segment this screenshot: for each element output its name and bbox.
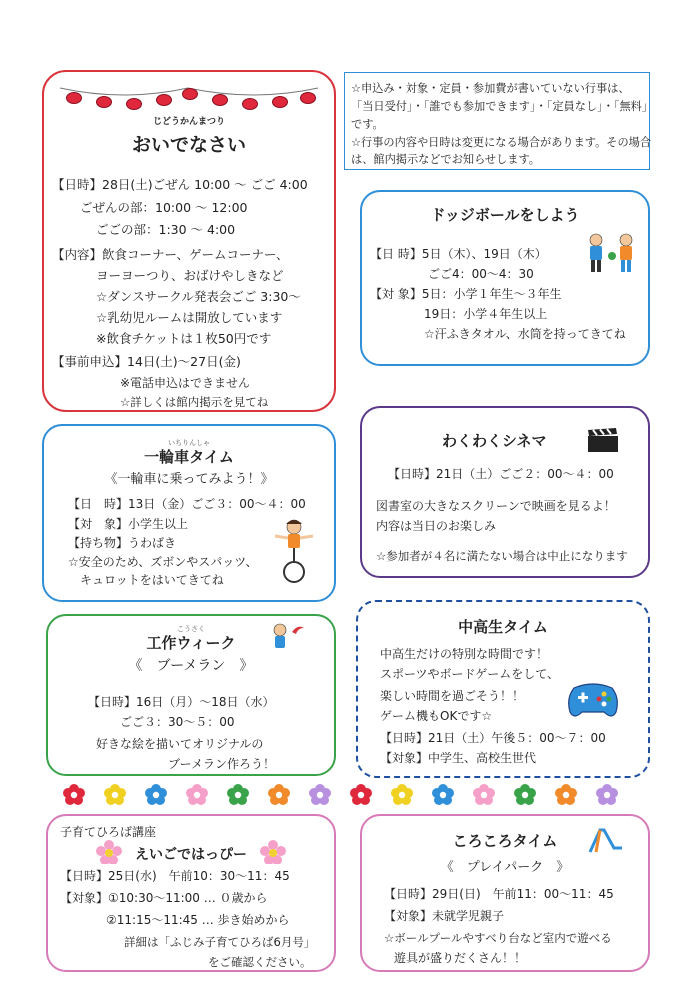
dodgeball-line: 【対 象】5日：小学１年生～３年生 <box>370 287 562 301</box>
eigo-line: 【対象】①10:30～11:00 … ０歳から <box>60 891 268 905</box>
craft-line: ブーメラン作ろう！ <box>168 757 276 771</box>
teen-line: 中高生だけの特別な時間です！ <box>380 647 549 661</box>
clapperboard-icon <box>586 426 620 454</box>
cinema-title: わくわくシネマ <box>442 432 547 450</box>
flower-icon <box>227 784 249 805</box>
teen-line: 【日時】21日（土）午後５：00～７：00 <box>380 731 606 745</box>
craft-title: 工作ウィーク <box>146 634 236 652</box>
festival-title: おいでなさい <box>131 134 246 156</box>
lantern-icon <box>300 92 316 104</box>
unicycle-title: 一輪車タイム <box>144 448 234 466</box>
eigo-header: 子育てひろば講座 <box>60 825 157 839</box>
korokoro-title: ころころタイム <box>452 832 558 850</box>
cinema-box <box>360 406 650 578</box>
lantern-icon <box>242 98 258 110</box>
flower-icon <box>63 784 85 805</box>
lantern-icon <box>156 94 172 106</box>
lantern-icon <box>182 88 198 100</box>
unicycle-title-ruby: いちりんしゃ <box>168 439 210 447</box>
flower-icon <box>432 784 454 805</box>
flower-icon <box>260 840 286 864</box>
unicycle-child-icon <box>272 518 316 584</box>
korokoro-line: 【対象】未就学児親子 <box>384 909 505 923</box>
craft-title-ruby: こうさく <box>177 625 205 633</box>
notice-box <box>344 72 654 170</box>
unicycle-subtitle: 《一輪車に乗ってみよう！》 <box>104 472 274 487</box>
festival-line: ☆ダンスサークル発表会ごご 3:30～ <box>96 289 301 304</box>
festival-box <box>42 70 336 412</box>
festival-line: 【事前申込】14日(土)～27日(金) <box>52 354 241 369</box>
festival-line: ※電話申込はできません <box>120 376 251 390</box>
unicycle-line: ☆安全のため、ズボンやスパッツ、 <box>68 555 258 569</box>
notice-line: 「当日受付」・「誰でも参加できます」・「定員なし」・「無料」 <box>351 100 654 113</box>
cinema-line: ☆参加者が４名に満たない場合は中止になります <box>376 549 628 563</box>
eigo-line: ②11:15～11:45 … 歩き始めから <box>106 913 290 927</box>
flower-icon <box>350 784 372 805</box>
flower-icon <box>268 784 290 805</box>
lantern-icon <box>212 94 228 106</box>
lantern-icon <box>96 96 112 108</box>
teen-line: 【対象】中学生、高校生世代 <box>380 751 537 765</box>
korokoro-line: 遊具が盛りだくさん！！ <box>394 951 527 965</box>
notice-line: ☆行事の内容や日時は変更になる場合があります。その場合 <box>351 136 652 149</box>
lantern-icon <box>272 96 288 108</box>
festival-line: ※飲食チケットは１枚50円です <box>96 331 272 346</box>
flower-row <box>60 782 650 810</box>
eigo-line: 【日時】25日(水) 午前10：30～11：45 <box>60 869 290 883</box>
festival-line: ごごの部：1:30 ～ 4:00 <box>96 222 236 237</box>
unicycle-box <box>42 424 336 602</box>
cinema-line: 【日時】21日（土）ごご２：00～４：00 <box>388 467 614 481</box>
festival-line: 【内容】飲食コーナー、ゲームコーナー、 <box>52 247 289 262</box>
eigo-line: 詳細は「ふじみ子育てひろば6月号」 <box>124 935 316 949</box>
slide-icon <box>586 826 626 856</box>
game-controller-icon <box>566 678 620 722</box>
craft-line: 好きな絵を描いてオリジナルの <box>96 737 264 751</box>
korokoro-subtitle: 《 プレイパーク 》 <box>440 860 570 875</box>
korokoro-line: ☆ボールプールやすべり台など室内で遊べる <box>384 931 612 945</box>
cinema-line: 内容は当日のお楽しみ <box>376 519 497 533</box>
cinema-line: 図書室の大きなスクリーンで映画を見るよ！ <box>376 499 616 513</box>
unicycle-line: 【対 象】小学生以上 <box>68 517 189 531</box>
festival-line: ごぜんの部：10:00 ～ 12:00 <box>80 200 248 215</box>
kids-dodgeball-icon <box>584 232 640 278</box>
notice-line: ☆申込み・対象・定員・参加費が書いていない行事は、 <box>351 82 630 95</box>
flower-icon <box>596 784 618 805</box>
craft-line: ごご３：30～５：00 <box>120 715 235 729</box>
korokoro-line: 【日時】29日(日) 午前11：00～11：45 <box>384 887 614 901</box>
dodgeball-line: ごご4：00～4：30 <box>428 267 534 281</box>
teen-line: ゲーム機もOKです☆ <box>380 709 493 723</box>
flower-icon <box>186 784 208 805</box>
teen-box <box>356 600 650 778</box>
boomerang-child-icon <box>270 620 306 650</box>
festival-line: ☆乳幼児ルームは開放しています <box>96 310 283 325</box>
korokoro-box <box>360 814 650 972</box>
festival-subtitle: じどうかんまつり <box>152 117 225 127</box>
craft-box <box>46 614 336 776</box>
flower-icon <box>145 784 167 805</box>
festival-line: 【日時】28日(土)ごぜん 10:00 ～ ごご 4:00 <box>52 177 308 192</box>
teen-line: 楽しい時間を過ごそう！！ <box>380 689 525 703</box>
eigo-title: えいごではっぴー <box>135 847 247 863</box>
dodgeball-box <box>360 190 650 366</box>
dodgeball-title: ドッジボールをしよう <box>430 206 580 224</box>
unicycle-line: 【持ち物】うわばき <box>68 536 177 550</box>
notice-line: は、館内掲示などでお知らせします。 <box>351 153 540 166</box>
flower-icon <box>104 784 126 805</box>
notice-line: です。 <box>351 118 384 131</box>
unicycle-line: 【日 時】13日（金）ごご３：00～４：00 <box>68 497 306 511</box>
eigo-line: をご確認ください。 <box>208 955 312 969</box>
unicycle-line: キュロットをはいてきてね <box>80 573 224 587</box>
flower-icon <box>514 784 536 805</box>
dodgeball-line: ☆汗ふきタオル、水筒を持ってきてね <box>424 327 626 341</box>
teen-title: 中高生タイム <box>458 618 548 636</box>
festival-line: ☆詳しくは館内掲示を見てね <box>120 395 269 409</box>
flower-icon <box>309 784 331 805</box>
lantern-icon <box>66 92 82 104</box>
lantern-icon <box>126 98 142 110</box>
teen-line: スポーツやボードゲームをして、 <box>380 667 560 681</box>
eigo-box <box>46 814 336 972</box>
flower-icon <box>555 784 577 805</box>
craft-subtitle: 《 ブーメラン 》 <box>128 658 254 674</box>
dodgeball-line: 19日：小学４年生以上 <box>424 307 548 321</box>
flower-icon <box>391 784 413 805</box>
craft-line: 【日時】16日（月）～18日（水） <box>88 695 275 709</box>
festival-line: ヨーヨーつり、おばけやしきなど <box>96 268 284 283</box>
dodgeball-line: 【日 時】5日（木）、19日（木） <box>370 247 547 261</box>
flower-icon <box>473 784 495 805</box>
